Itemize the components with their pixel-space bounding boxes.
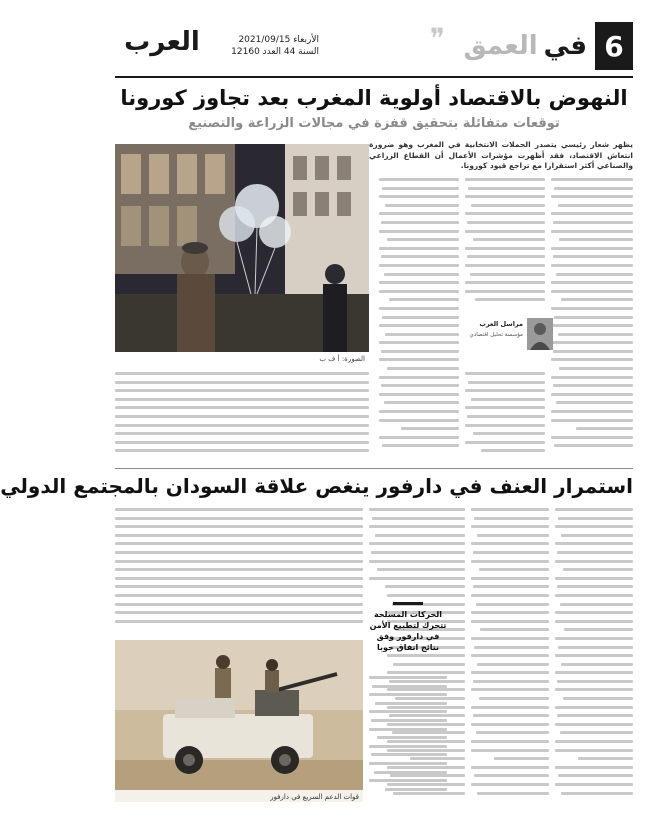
section-word-2: العمق	[463, 31, 538, 61]
header-rule	[115, 76, 633, 78]
article1-photo-caption: الصورة: أ ف ب	[115, 352, 369, 366]
author-name: مراسل العرب	[479, 320, 523, 328]
article2-headline: استمرار العنف في دارفور ينغص علاقة السودان بالمجتمع الدولي	[0, 474, 633, 498]
article1-columns-bottom	[115, 372, 369, 462]
author-silhouette-icon	[527, 318, 553, 350]
article1-subheadline: توقعات متفائلة بتحقيق قفزة في مجالات الزراعة والتصنيع	[188, 116, 560, 131]
article2-columns-top-left	[115, 508, 363, 632]
article2-photo	[115, 640, 363, 802]
armed-vehicle-illustration	[115, 640, 363, 802]
quote-mark-icon: ❞	[429, 22, 445, 55]
author-box	[469, 318, 553, 370]
author-avatar	[527, 318, 553, 350]
article2-photo-caption: قوات الدعم السريع في دارفور	[115, 790, 363, 804]
section-title	[447, 22, 587, 70]
article1-headline: النهوض بالاقتصاد أولوية المغرب بعد تجاوز كورونا	[120, 86, 628, 110]
pull-quote-text: الحركات المسلحة تتحرك لتطبيع الأمن في دارفور وفق نتائج اتفاق جوبا	[369, 610, 447, 652]
article2-column-4b	[369, 676, 447, 804]
article1-photo	[115, 144, 369, 352]
section-word-1: في	[543, 31, 587, 61]
article1-column-1	[551, 178, 633, 458]
newspaper-logo: العرب	[124, 27, 200, 57]
article2-column-4a	[369, 508, 447, 596]
article2-column-1	[555, 508, 633, 804]
article-divider	[115, 468, 633, 469]
page-number: 6	[595, 22, 633, 70]
issue-date-line: الأربعاء 2021/09/15	[238, 35, 319, 45]
article2-pull-quote	[369, 602, 447, 668]
article1-lead: يظهر شعار رئيسي يتصدر الحملات الانتخابية في المغرب وهو ضرورة انتعاش الاقتصاد، فقد أظهرت مؤشرات الأعمال أن القطاع الزراعي والصناعي أكثر استقرارا مع تراجع قيود كورونا.	[369, 140, 633, 170]
article1-column-2	[465, 178, 545, 314]
issue-number-line: السنة 44 العدد 12160	[231, 47, 319, 57]
night-street-illustration	[115, 144, 369, 352]
article2-column-2	[471, 508, 549, 804]
issue-date	[209, 34, 319, 58]
author-role: مؤسسة تحليل اقتصادي	[469, 332, 523, 338]
article1-column-3	[379, 178, 459, 458]
article1-column-2b	[465, 372, 545, 462]
pull-quote-bar	[393, 602, 423, 605]
